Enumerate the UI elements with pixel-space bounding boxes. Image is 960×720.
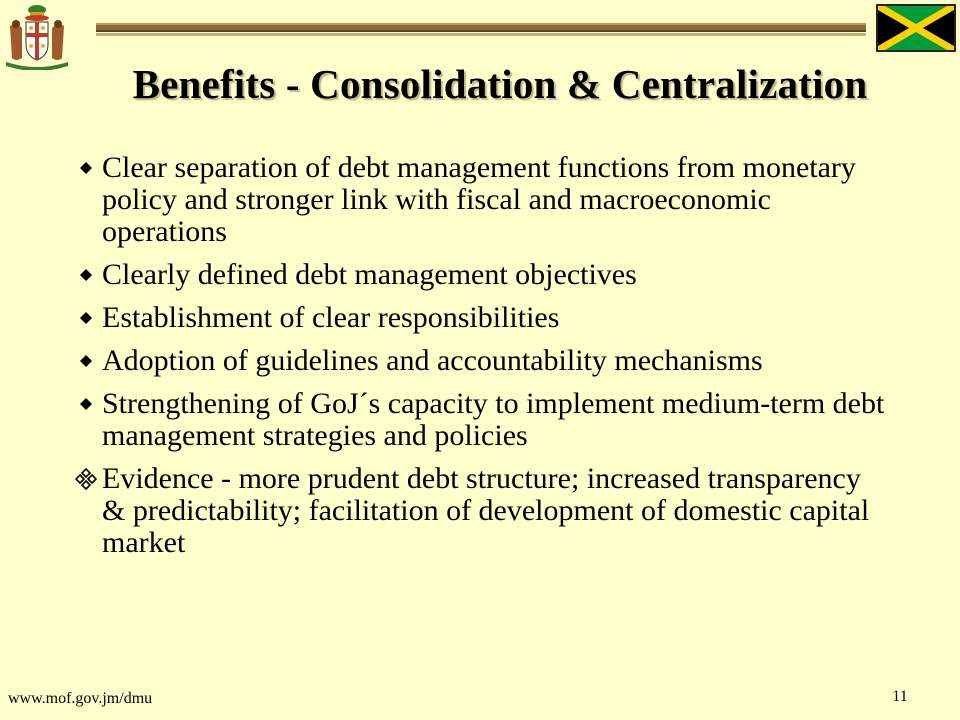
bullet-text: Establishment of clear responsibilities [102, 301, 560, 334]
bullet-text: Evidence - more prudent debt structure; increased transparency & predictability; facilitation of development of domestic capital market [102, 462, 870, 559]
diamond-bullet-icon [74, 345, 98, 377]
bullet-item [70, 345, 890, 377]
slide-title: Benefits - Consolidation & Centralization [132, 61, 868, 107]
bullet-item [70, 388, 890, 452]
bullet-item [70, 152, 890, 248]
footer-url: www.mof.gov.jm/dmu [8, 690, 153, 707]
page-number: 11 [892, 688, 908, 705]
bullet-list [70, 152, 890, 570]
bullet-item [70, 463, 890, 559]
bullet-item [70, 302, 890, 334]
diamond-bullet-icon [74, 302, 98, 334]
header-band [96, 23, 866, 32]
diamond-bullet-icon [74, 259, 98, 291]
title-container [60, 60, 940, 108]
four-diamond-bullet-icon [74, 463, 98, 495]
diamond-bullet-icon [74, 152, 98, 184]
jamaica-flag-icon [876, 4, 956, 52]
bullet-text: Strengthening of GoJ´s capacity to implement medium-term debt management strategies and policies [102, 387, 885, 452]
bullet-text: Adoption of guidelines and accountability mechanisms [102, 344, 763, 377]
bullet-item [70, 259, 890, 291]
bullet-text: Clear separation of debt management functions from monetary policy and stronger link with fiscal and macroeconomic operations [102, 151, 856, 248]
diamond-bullet-icon [74, 388, 98, 420]
bullet-text: Clearly defined debt management objectives [102, 258, 637, 291]
header-band-underline [96, 33, 866, 36]
